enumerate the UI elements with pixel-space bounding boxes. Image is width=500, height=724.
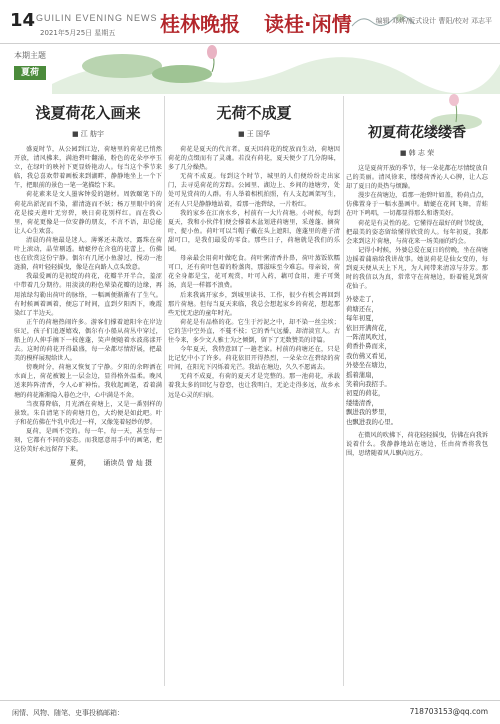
paragraph: 夏荷，是画不完的。每一年，每一天，甚至每一刻，它都有不同的姿态。而我愿意用手中的画笔，把这份美好永远留存下来。 (14, 427, 162, 454)
lotus-leaf-banner-icon (52, 44, 500, 94)
article-author: ■ 江 舫宇 (71, 130, 105, 138)
poem-line: 荷塘还在， (346, 304, 378, 313)
article-body (14, 145, 162, 454)
publication-english-name: GUILIN EVENING NEWS (36, 13, 158, 23)
paragraph: 当夜幕降临，月光洒在荷塘上，又是一番别样的景致。朱自清笔下的荷塘月色，大约便是如此吧。叶子和花仿佛在牛乳中洗过一样，又像笼着轻纱的梦。 (14, 400, 162, 426)
paragraph: 荷花是夏天的代言者。夏天因荷花的绽放而生动，荷塘因荷花的点缀而有了灵魂。若没有荷花，夏天便少了几分韵味，多了几分燥热。 (168, 146, 340, 172)
poem-line: 每年初夏， (346, 314, 378, 323)
paragraph: 后来我离开家乡，到城里读书、工作，很少有机会再回到那片荷塘。但每当夏天来临，我总会想起家乡的荷花，想起那些无忧无虑的童年时光。 (168, 291, 340, 317)
paragraph: 荷花是有品格的花。它生于污泥之中，却不染一丝尘埃；它的茎中空外直，不蔓不枝；它的香气远播，却清淡宜人。古往今来，多少文人雅士为之倾倒，留下了无数赞美的诗篇。 (168, 318, 340, 344)
poem-line: 外婆走了， (346, 295, 378, 304)
poem-line: 笑着向我招手。 (346, 379, 391, 388)
poem-line: 荷香扑鼻而来， (346, 342, 391, 351)
article-body (168, 145, 340, 400)
paragraph: 漫步在荷塘边，看那一池碧叶如盖，粉荷点点，仿佛置身于一幅水墨画中。蜻蜓在花间飞舞，青蛙在叶下鸣唱，一切都显得那么和谐美好。 (346, 192, 488, 218)
article-title: 无荷不成夏 (216, 104, 292, 122)
article-closing (346, 431, 488, 458)
section-tag: 夏荷 (14, 66, 46, 80)
paragraph: 傍晚时分，荷塘又恢复了宁静。夕阳的余晖洒在水面上，荷花被镀上一层金边，显得格外温柔。晚风送来阵阵清香，令人心旷神怡。我收起画笔，看着满塘的荷花渐渐隐入暮色之中，心中满是不舍。 (14, 364, 162, 399)
article-body (346, 164, 488, 291)
article-title: 浅夏荷花入画来 (35, 104, 141, 122)
paragraph: 记得小时候，外婆总爱在夏日的傍晚，坐在荷塘边摇着蒲扇给我讲故事。她说荷花是仙女变的，每到夏天便从天上下凡，为人间带来清凉与芬芳。那时的我信以为真，常常守在荷塘边，盼着能见到荷花仙子。 (346, 246, 488, 291)
paragraph: 盛夏时节，从公园到江边，荷塘里的荷花已悄然开放，清风拂来，满池碧叶翻涌，粉色的花朵亭亭玉立，在绿叶的映衬下更显娇艳动人。每当这个季节来临，我总喜欢带着画板来到湖畔，静静地坐上一个下午，把眼前的景色一笔一笔描绘下来。 (14, 146, 162, 190)
editor-credits: 编辑 邓烨/版式设计 曹阳/校对 邓志平 (375, 17, 492, 25)
article-signature: 夏荷， 诵读员 曾 灿 摄 (69, 459, 152, 468)
paragraph: 荷花素来是文人墨客钟爱的题材。周敦颐笔下的荷花出淤泥而不染，濯清涟而不妖；杨万里眼中的荷花是接天莲叶无穷碧，映日荷花别样红。而在我心里，荷花更像是一位安静的朋友，不言不语，却总能让人心生欢喜。 (14, 191, 162, 235)
poem-line: 一阵清风吹过， (346, 332, 391, 341)
poem-line: 外婆坐在塘边， (346, 361, 391, 370)
paragraph: 正午的荷塘热闹许多。游客们撑着遮阳伞在岸边驻足，孩子们追逐嬉戏，偶尔有小船从荷丛中穿过，船上的人伸手摘下一枝莲蓬，笑声便随着水波荡漾开去。这时的荷花开得最盛，每一朵都尽情舒展，把最美的模样展现给世人。 (14, 318, 162, 363)
submission-note: 闲情、风物、随笔、史事投稿邮箱： (12, 709, 124, 717)
poem-line: 飘进我的梦里， (346, 408, 391, 417)
paragraph: 我的家乡在江南水乡，村前有一大片荷塘。小时候，每到夏天，我和小伙伴们便会撑着木盆划进荷塘里，采莲蓬、摘荷叶、捉小鱼。荷叶可以当帽子戴在头上遮阳，莲蓬里的莲子清甜可口，是我们最爱的零食。那些日子，荷塘就是我们的乐园。 (168, 209, 340, 254)
paragraph: 在微风的吹拂下，荷花轻轻摇曳，仿佛在向我诉说着什么。我静静地站在塘边，任由荷香将我包围，思绪随着风儿飘向远方。 (346, 432, 488, 458)
article-column-2 (168, 92, 340, 400)
paragraph: 无荷不成夏。每到这个时节，城里的人们便纷纷走出家门，去寻觅荷花的芳踪。公园里、湖边上、乡间的池塘旁，处处可见赏荷的人群。有人举着相机拍照，有人支起画架写生，还有人只是静静地站着，看那一池碧绿，一片粉红。 (168, 173, 340, 208)
paragraph: 母亲最会用荷叶做吃食。荷叶粥清香扑鼻，荷叶蒸饭软糯可口，还有荷叶包着的粉蒸肉，那滋味至今难忘。母亲说，荷花全身都是宝，花可观赏，叶可入药，藕可食用，莲子可煲汤，真是一样都不浪费。 (168, 255, 340, 290)
poem-block (346, 295, 488, 427)
submission-email[interactable]: 718703153@qq.com (409, 707, 488, 716)
paragraph: 荷花是有灵性的花。它懂得在最好的时节绽放，把最美的姿态留给懂得欣赏的人。每年初夏，我都会来到这片荷塘，与荷花来一场美丽的约会。 (346, 219, 488, 245)
article-author: ■ 王 国华 (237, 130, 271, 138)
page-number: 14 (10, 10, 36, 31)
publication-date: 2021年5月25日 星期五 (40, 29, 116, 37)
poem-line: 缕缕清香， (346, 398, 378, 407)
article-column-1 (14, 92, 162, 468)
paragraph: 清晨的荷塘最是迷人。薄雾还未散尽，露珠在荷叶上滚动，晶莹剔透。蜻蜓停在含苞的花蕾上，仿佛也在欣赏这份宁静。偶尔有几尾小鱼游过，搅动一池涟漪，荷叶轻轻摇曳，像是在向路人点头致意。 (14, 236, 162, 272)
column-label: 本期主题 (14, 51, 46, 60)
poem-line: 依旧开满荷花， (346, 323, 391, 332)
section-name: 读桂·闲情 (264, 12, 352, 36)
paragraph: 我最爱画的是初绽的荷花，花瓣半开半合，羞涩中带着几分期待。用淡淡的粉色晕染花瓣的边缘，再用浓绿勾勒出荷叶的脉络，一幅画便渐渐有了生气。有时候画着画着，便忘了时间，直到夕阳西下，晚霞染红了半边天。 (14, 273, 162, 317)
newspaper-logo: 桂林晚报 (160, 12, 240, 36)
poem-line: 也飘进我的心里。 (346, 417, 398, 426)
column-divider (343, 96, 344, 686)
page-header (0, 0, 500, 44)
poem-line: 初夏的荷花， (346, 389, 385, 398)
article-title: 初夏荷花缕缕香 (368, 125, 466, 141)
poem-line: 我仿佛又看见， (346, 351, 391, 360)
paragraph: 今年夏天，我特意回了一趟老家。村前的荷塘还在，只是比记忆中小了许多。荷花依旧开得热烈，一朵朵立在碧绿的荷叶间，在阳光下闪烁着光芒。我站在塘边，久久不愿离去。 (168, 346, 340, 372)
paragraph: 无荷不成夏，有荷的夏天才是完整的。那一池荷花，承载着我太多的回忆与眷恋，也让我明白，无论走得多远，故乡永远是心灵的归宿。 (168, 373, 340, 399)
poem-line: 摇着蒲扇， (346, 370, 378, 379)
paragraph: 这是夏荷开放的季节，每一朵花都在尽情绽放自己的美丽。清风徐来，缕缕荷香沁人心脾，让人忘却了夏日的炎热与烦躁。 (346, 165, 488, 191)
article-column-3 (346, 92, 488, 458)
article-author: ■ 韩 志 荣 (399, 149, 435, 157)
page-footer (0, 700, 500, 724)
column-divider (164, 96, 165, 686)
